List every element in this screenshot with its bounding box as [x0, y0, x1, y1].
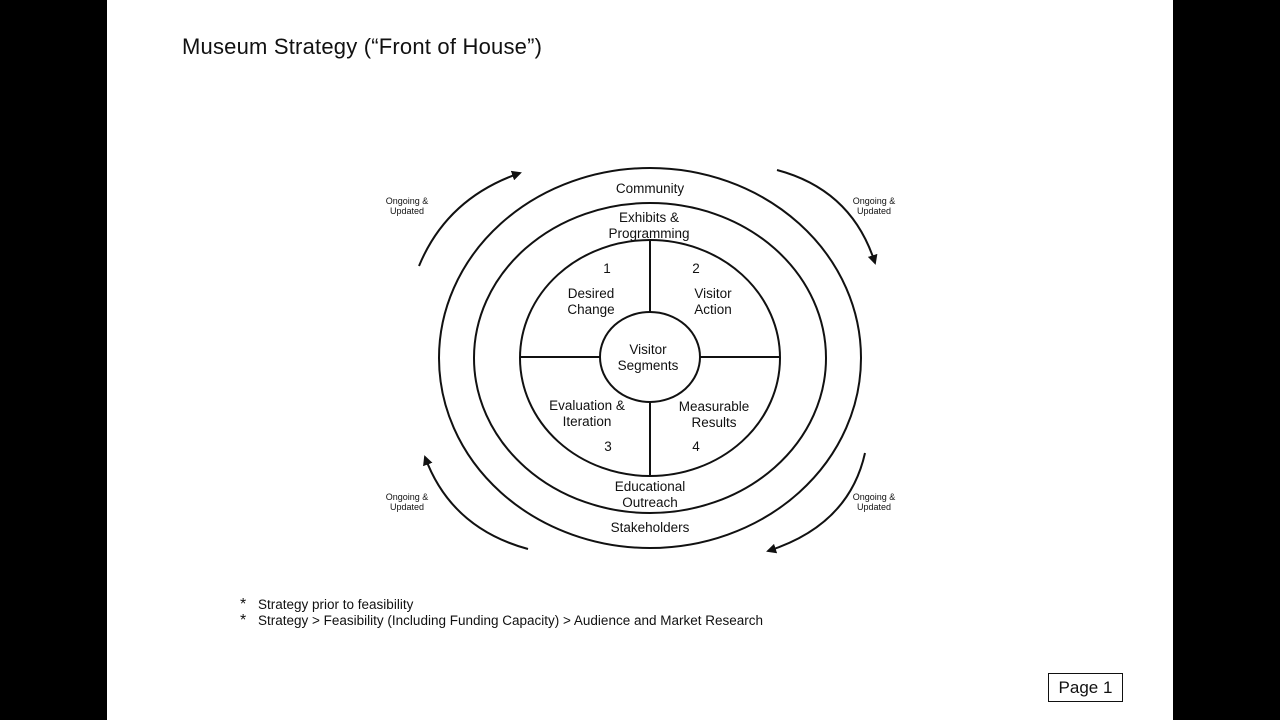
community-label: Community: [615, 181, 685, 196]
quadrant-4-number: 4: [692, 439, 700, 454]
center-label-line1: Visitor: [629, 342, 667, 357]
arrow-bottom-right: [768, 453, 865, 551]
center-circle: [600, 312, 700, 402]
slide: [107, 0, 1173, 720]
quadrant-4-line1: Measurable: [678, 399, 750, 414]
page-title: Museum Strategy (“Front of House”): [182, 34, 543, 59]
stakeholders-label: Stakeholders: [610, 520, 690, 535]
arrow-label-top-left-line1: Ongoing &: [385, 196, 429, 206]
arrow-label-bottom-left-line2: Updated: [389, 502, 425, 512]
outreach-label-line1: Educational: [614, 479, 686, 494]
outreach-label-line2: Outreach: [622, 495, 678, 510]
arrow-label-top-right-line2: Updated: [856, 206, 892, 216]
quadrant-2-line2: Action: [694, 302, 732, 317]
page-number-box: [1048, 673, 1123, 702]
page-number-label: Page 1: [1058, 677, 1113, 697]
asterisk-bullet: *: [240, 612, 247, 629]
arrow-label-top-left-line2: Updated: [389, 206, 425, 216]
note-item: [240, 597, 763, 613]
quadrant-1-number: 1: [603, 261, 611, 276]
note-text: Strategy > Feasibility (Including Funding Capacity) > Audience and Market Research: [258, 613, 764, 628]
note-text: Strategy prior to feasibility: [258, 597, 414, 612]
arrow-label-bottom-right-line1: Ongoing &: [852, 492, 896, 502]
quadrant-1-line1: Desired: [567, 286, 615, 301]
asterisk-bullet: *: [240, 596, 247, 613]
note-item: [240, 613, 763, 629]
quadrant-3-line2: Iteration: [562, 414, 612, 429]
exhibits-label-line2: Programming: [608, 226, 690, 241]
arrow-label-bottom-left-line1: Ongoing &: [385, 492, 429, 502]
center-label-line2: Segments: [617, 358, 679, 373]
quadrant-1-line2: Change: [567, 302, 615, 317]
quadrant-4-line2: Results: [691, 415, 737, 430]
quadrant-3-number: 3: [604, 439, 612, 454]
arrow-label-bottom-right-line2: Updated: [856, 502, 892, 512]
quadrant-2-number: 2: [692, 261, 700, 276]
quadrant-3-line1: Evaluation &: [549, 398, 625, 413]
quadrant-2-line1: Visitor: [694, 286, 732, 301]
arrow-label-top-right-line1: Ongoing &: [852, 196, 896, 206]
notes-list: [240, 597, 763, 629]
exhibits-label-line1: Exhibits &: [618, 210, 680, 225]
